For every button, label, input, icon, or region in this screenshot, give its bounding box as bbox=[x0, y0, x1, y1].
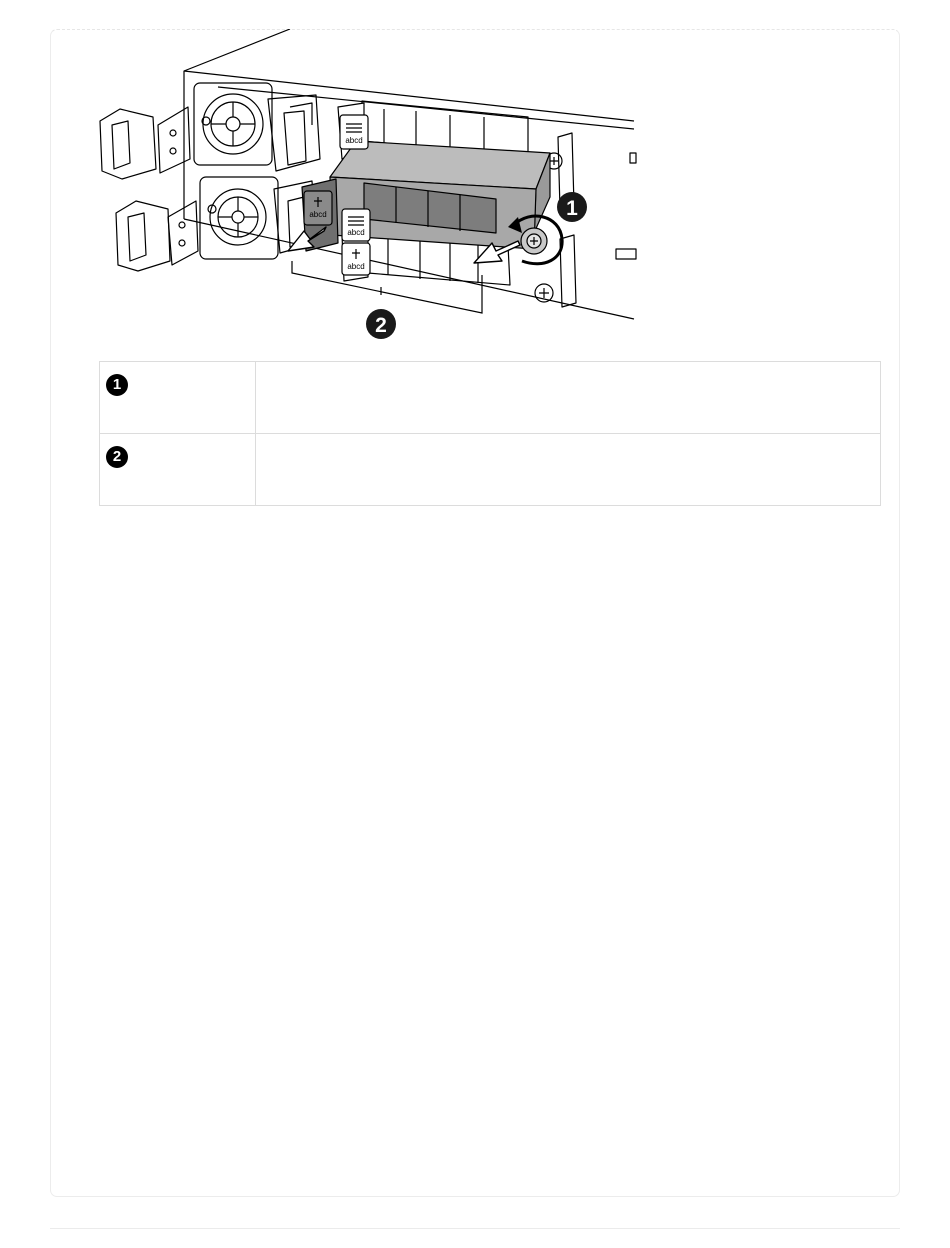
callout-legend-table bbox=[99, 361, 881, 506]
figure-callout-1 bbox=[557, 192, 587, 222]
footer-divider bbox=[50, 1228, 900, 1229]
upper-psu-handle bbox=[100, 107, 190, 179]
upper-fan-icon bbox=[194, 83, 272, 165]
lower-psu-handle bbox=[116, 201, 198, 271]
legend-description-cell bbox=[256, 434, 881, 506]
legend-callout-2: 2 bbox=[106, 446, 128, 468]
module-label-text: abcd bbox=[309, 210, 327, 219]
module-port-label bbox=[304, 191, 332, 225]
io-module bbox=[302, 141, 550, 254]
lower-label-text: abcd bbox=[347, 262, 365, 271]
middle-label-text: abcd bbox=[347, 228, 365, 237]
callout-2-bracket bbox=[292, 261, 482, 313]
legend-row bbox=[100, 434, 881, 506]
legend-description-1 bbox=[256, 362, 880, 386]
upper-port-label bbox=[340, 115, 368, 149]
lower-port-label bbox=[342, 243, 370, 275]
legend-number-cell bbox=[100, 362, 256, 434]
figure-callout-2 bbox=[366, 309, 396, 339]
lower-fan-icon bbox=[200, 177, 278, 259]
upper-power-connector bbox=[268, 95, 320, 171]
io-module-removal-illustration bbox=[98, 29, 638, 347]
middle-port-label bbox=[342, 209, 370, 241]
svg-text:2: 2 bbox=[375, 314, 387, 337]
legend-number-cell bbox=[100, 434, 256, 506]
legend-description-2 bbox=[256, 434, 880, 458]
legend-row bbox=[100, 362, 881, 434]
legend-description-cell bbox=[256, 362, 881, 434]
legend-callout-1: 1 bbox=[106, 374, 128, 396]
upper-label-text: abcd bbox=[345, 136, 363, 145]
svg-text:1: 1 bbox=[566, 197, 578, 220]
